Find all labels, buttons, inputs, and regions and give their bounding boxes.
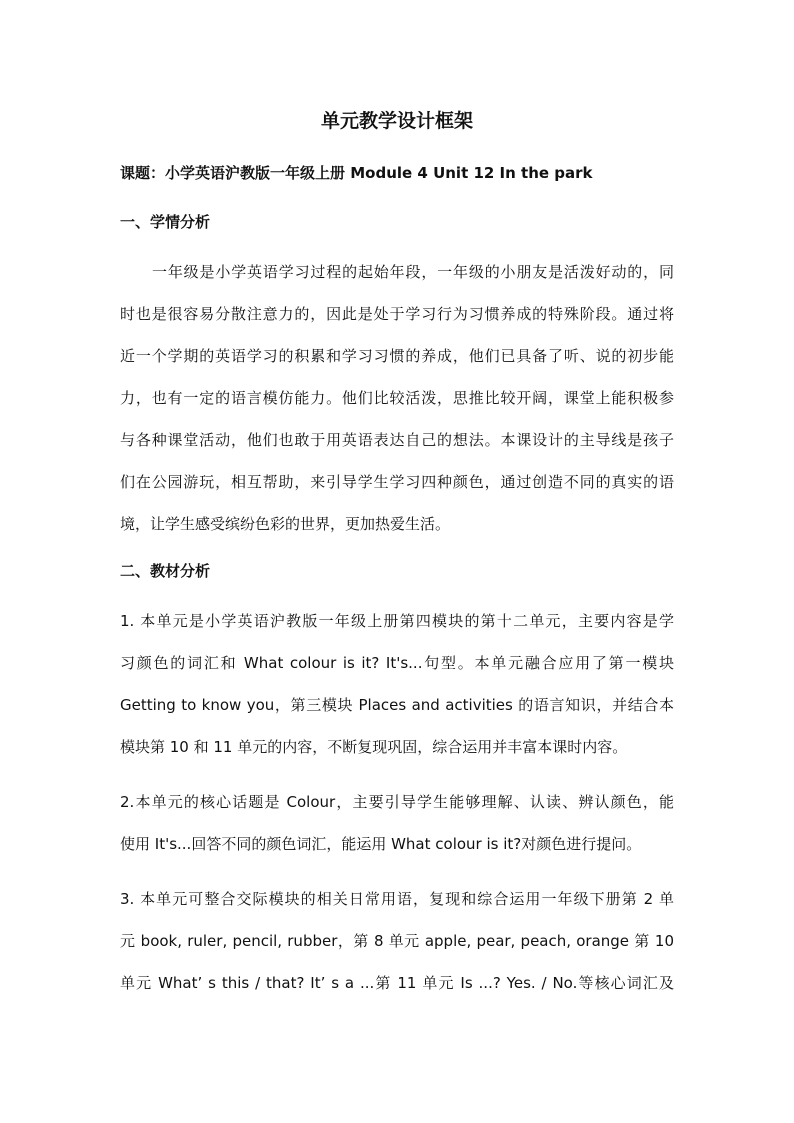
paragraph-line: 单元 What’ s this / that? It’ s a ...第 11 单元 Is ...? Yes. / No.等核心词汇及: [120, 974, 674, 992]
subject-line: 课题：小学英语沪教版一年级上册 Module 4 Unit 12 In the park: [120, 164, 593, 182]
section-heading-student-analysis: 一、学情分析: [120, 213, 211, 231]
paragraph-line: 一年级是小学英语学习过程的起始年段，一年级的小朋友是活泼好动的，同: [152, 263, 674, 281]
paragraph-line: 使用 It's...回答不同的颜色词汇，能运用 What colour is it?对颜色进行提问。: [120, 835, 642, 853]
paragraph-line: 模块第 10 和 11 单元的内容，不断复现巩固，综合运用并丰富本课时内容。: [120, 738, 628, 756]
paragraph-line: 时也是很容易分散注意力的，因此是处于学习行为习惯养成的特殊阶段。通过将: [120, 305, 674, 323]
paragraph-line: 3. 本单元可整合交际模块的相关日常用语，复现和综合运用一年级下册第 2 单: [120, 890, 674, 908]
paragraph-line: 力，也有一定的语言模仿能力。他们比较活泼，思推比较开阔，课堂上能积极参: [120, 389, 674, 407]
paragraph-line: 们在公园游玩，相互帮助，来引导学生学习四种颜色，通过创造不同的真实的语: [120, 473, 674, 491]
paragraph-line: 2.本单元的核心话题是 Colour，主要引导学生能够理解、认读、辨认颜色，能: [120, 793, 674, 811]
paragraph-line: 境，让学生感受缤纷色彩的世界，更加热爱生活。: [120, 515, 451, 533]
paragraph-line: 1. 本单元是小学英语沪教版一年级上册第四模块的第十二单元，主要内容是学: [120, 612, 674, 630]
page-title: 单元教学设计框架: [320, 110, 473, 132]
paragraph-line: 与各种课堂活动，他们也敢于用英语表达自己的想法。本课设计的主导线是孩子: [120, 431, 674, 449]
paragraph-line: 习颜色的词汇和 What colour is it? It's...句型。本单元融合应用了第一模块: [120, 654, 674, 672]
paragraph-line: Getting to know you，第三模块 Places and activities 的语言知识，并结合本: [120, 696, 674, 714]
section-heading-material-analysis: 二、教材分析: [120, 562, 211, 580]
paragraph-line: 元 book, ruler, pencil, rubber，第 8 单元 apple, pear, peach, orange 第 10: [120, 932, 674, 950]
paragraph-line: 近一个学期的英语学习的积累和学习习惯的养成，他们已具备了听、说的初步能: [120, 347, 674, 365]
